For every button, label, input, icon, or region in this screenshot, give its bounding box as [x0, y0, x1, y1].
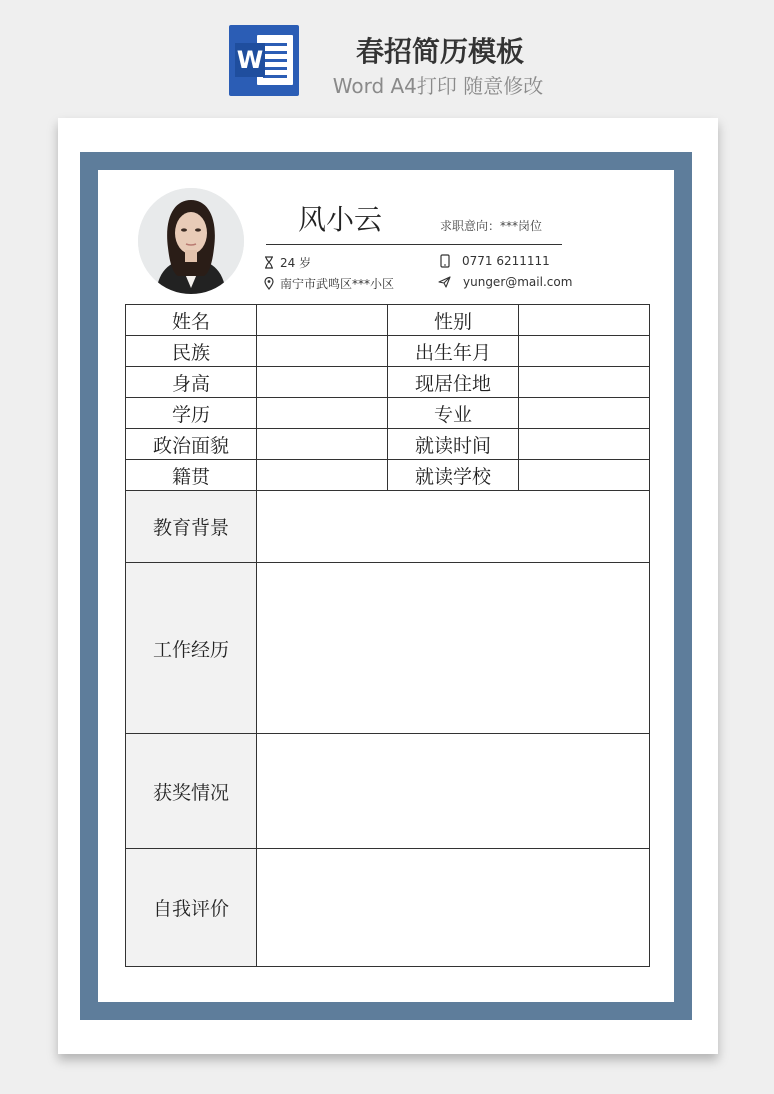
- field-value[interactable]: [519, 336, 650, 367]
- age-text: 24 岁: [280, 256, 312, 270]
- page-title: 春招简历模板: [355, 35, 524, 68]
- field-value[interactable]: [257, 367, 388, 398]
- section-content[interactable]: [257, 491, 650, 563]
- hourglass-icon: [264, 256, 274, 269]
- table-row: [126, 398, 650, 429]
- field-value[interactable]: [519, 460, 650, 491]
- send-icon: [438, 276, 451, 288]
- field-value[interactable]: [257, 398, 388, 429]
- field-label: 籍贯: [126, 460, 257, 491]
- field-value[interactable]: [257, 429, 388, 460]
- field-label: 就读学校: [388, 460, 519, 491]
- page-subtitle: Word A4打印 随意修改: [332, 74, 544, 98]
- address-text: 南宁市武鸣区***小区: [280, 277, 395, 291]
- candidate-name: 风小云: [298, 203, 383, 236]
- field-value[interactable]: [519, 398, 650, 429]
- field-value[interactable]: [257, 336, 388, 367]
- email-text: yunger@mail.com: [463, 275, 573, 289]
- field-label: 民族: [126, 336, 257, 367]
- section-row-work: [126, 563, 650, 734]
- word-logo-icon: [229, 25, 299, 96]
- section-content[interactable]: [257, 563, 650, 734]
- section-content[interactable]: [257, 849, 650, 967]
- field-label: 专业: [388, 398, 519, 429]
- section-label: 工作经历: [126, 563, 257, 734]
- field-value[interactable]: [257, 460, 388, 491]
- table-row: [126, 336, 650, 367]
- field-label: 现居住地: [388, 367, 519, 398]
- section-row-self-evaluation: [126, 849, 650, 967]
- field-value[interactable]: [257, 305, 388, 336]
- job-intent: 求职意向：***岗位: [440, 219, 543, 233]
- field-label: 就读时间: [388, 429, 519, 460]
- phone-text: 0771 6211111: [462, 254, 550, 268]
- resume-table: [125, 304, 650, 967]
- field-value[interactable]: [519, 367, 650, 398]
- field-label: 性别: [388, 305, 519, 336]
- address-info: [264, 275, 394, 292]
- field-label: 身高: [126, 367, 257, 398]
- phone-info: [440, 254, 550, 268]
- avatar: [138, 188, 244, 294]
- field-label: 政治面貌: [126, 429, 257, 460]
- field-label: 学历: [126, 398, 257, 429]
- table-row: [126, 367, 650, 398]
- phone-icon: [440, 254, 450, 268]
- table-row: [126, 305, 650, 336]
- table-row: [126, 429, 650, 460]
- location-pin-icon: [264, 277, 274, 290]
- field-value[interactable]: [519, 429, 650, 460]
- section-row-awards: [126, 734, 650, 849]
- section-content[interactable]: [257, 734, 650, 849]
- section-label: 获奖情况: [126, 734, 257, 849]
- word-letter: W: [235, 43, 265, 77]
- table-row: [126, 460, 650, 491]
- header-divider: [266, 244, 562, 245]
- email-info: [438, 275, 572, 289]
- section-label: 教育背景: [126, 491, 257, 563]
- section-label: 自我评价: [126, 849, 257, 967]
- section-row-education: [126, 491, 650, 563]
- field-label: 姓名: [126, 305, 257, 336]
- field-label: 出生年月: [388, 336, 519, 367]
- field-value[interactable]: [519, 305, 650, 336]
- age-info: [264, 254, 311, 271]
